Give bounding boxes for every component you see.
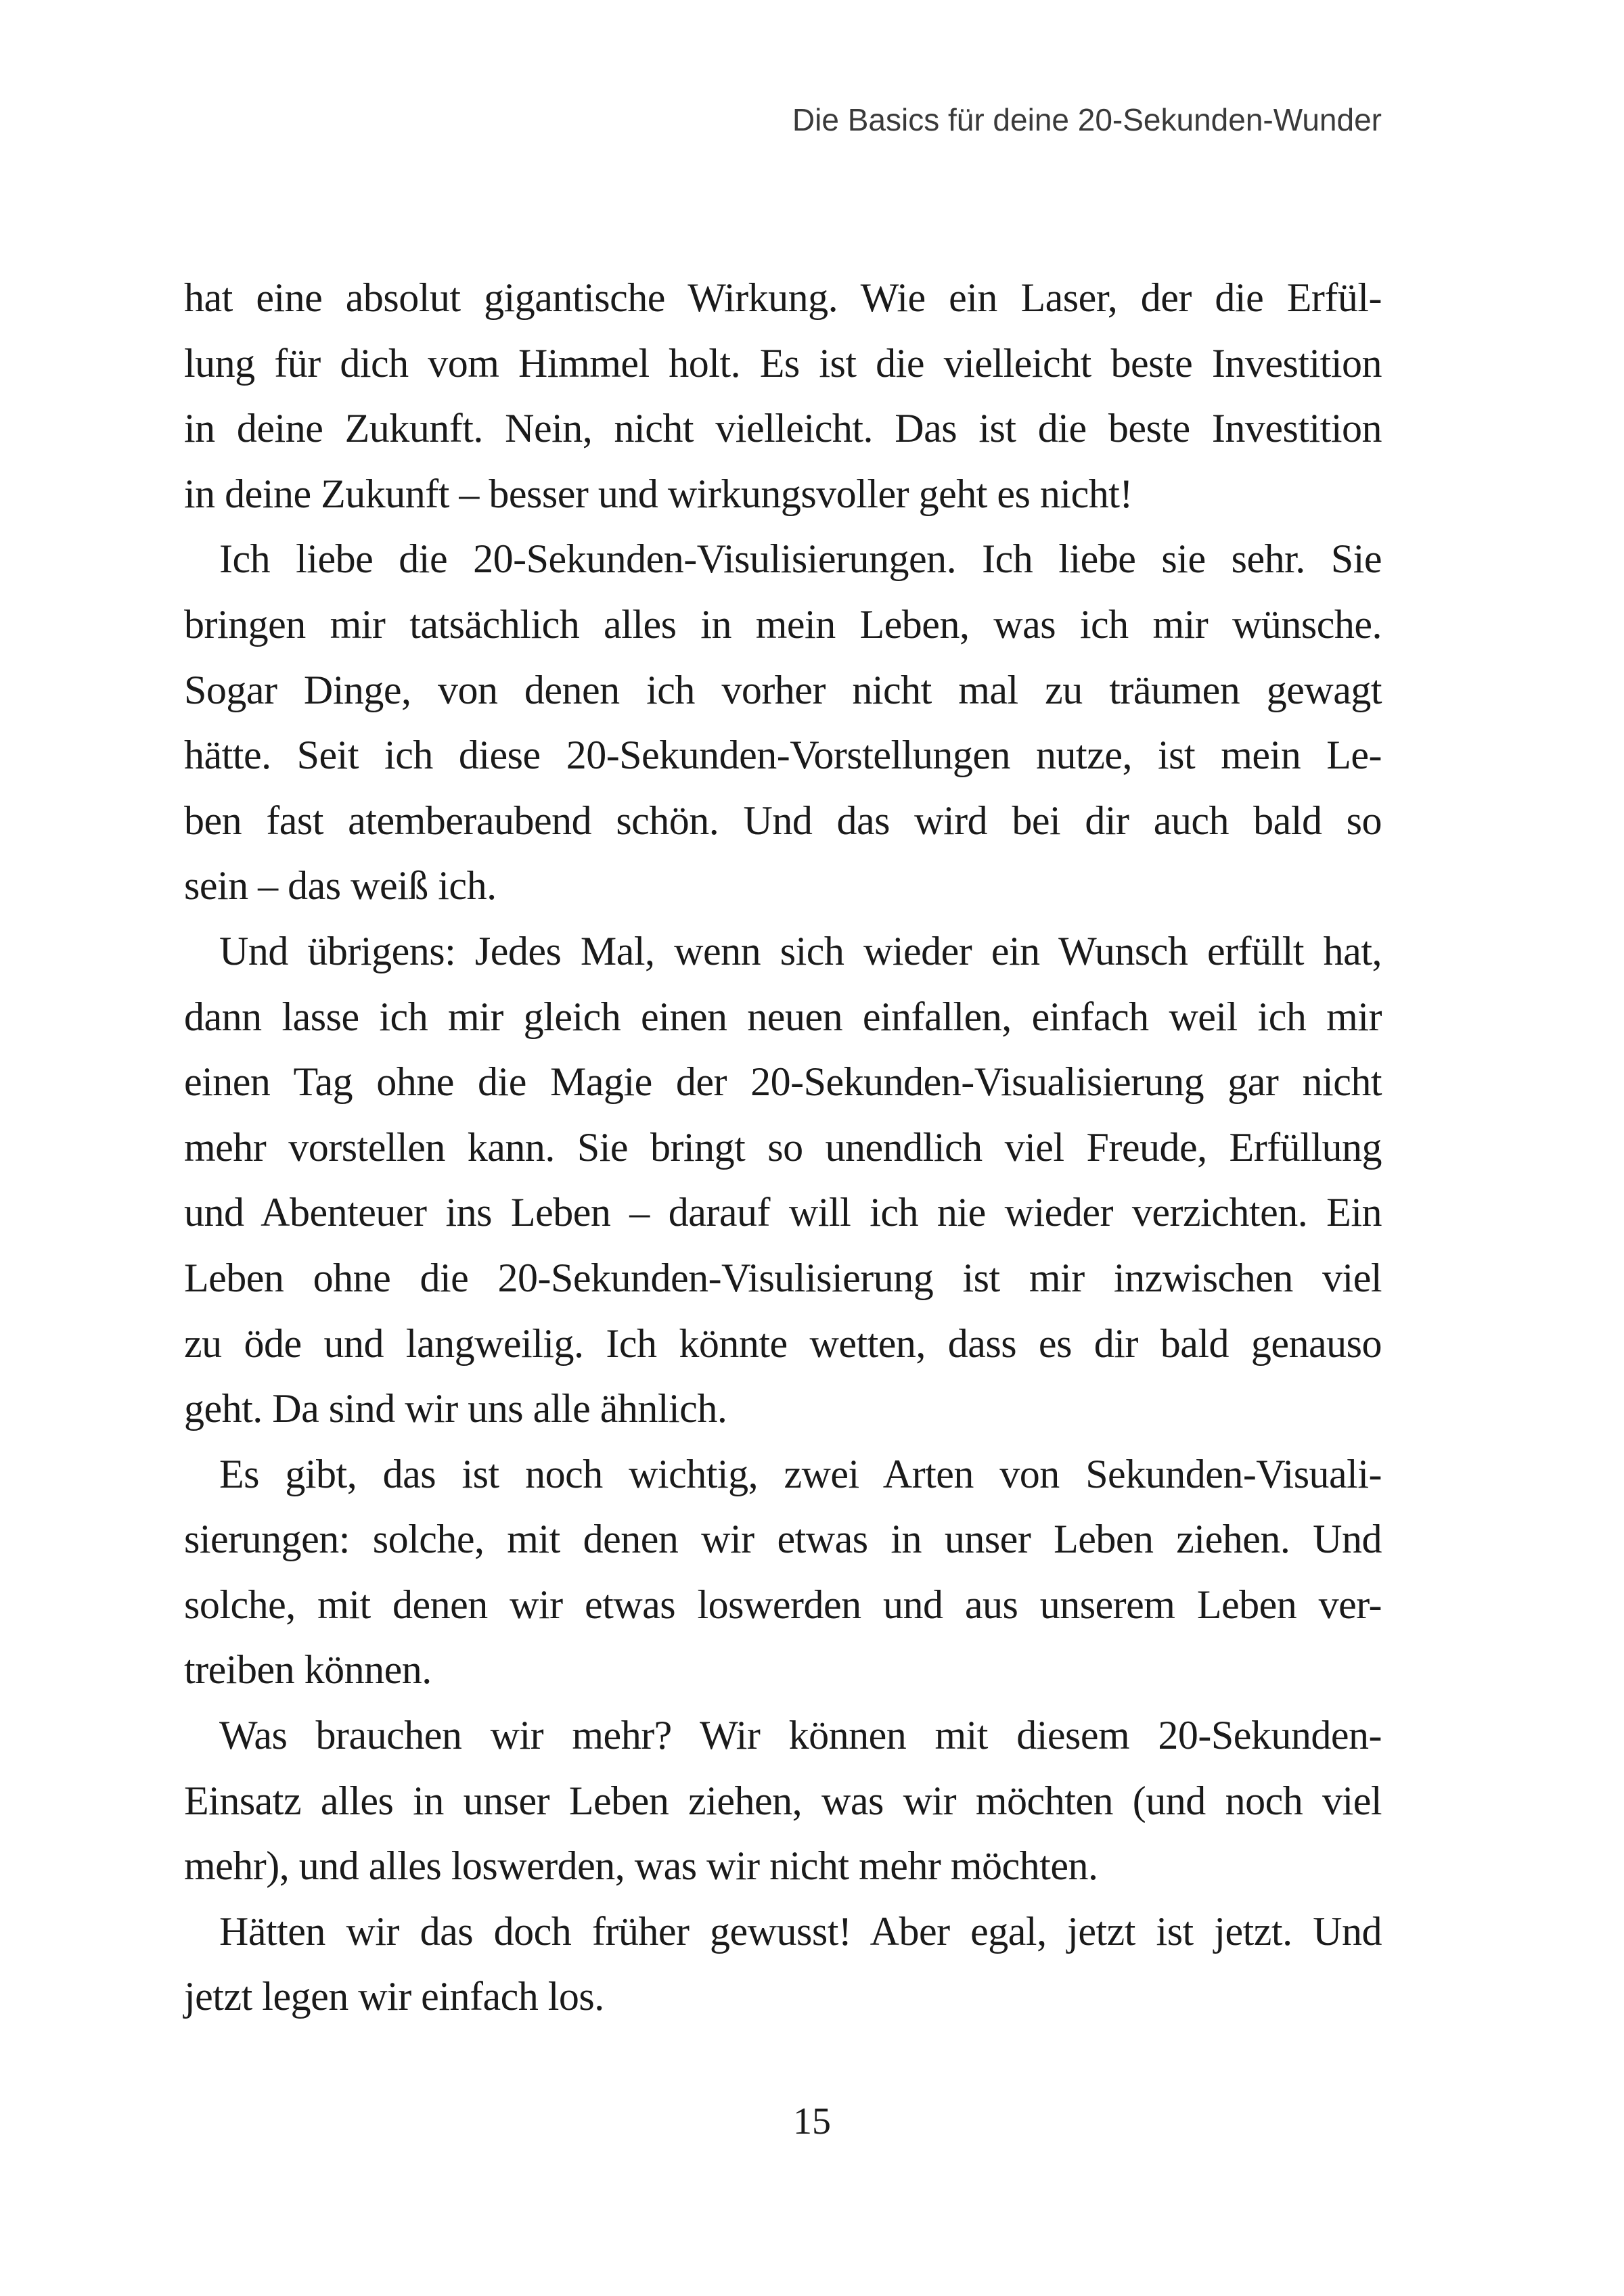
- text-line: Ich liebe die 20-Sekunden-Visulisierungen. Ich liebe sie sehr. Sie: [219, 536, 1382, 582]
- text-line: ben fast atemberaubend schön. Und das wird bei dir auch bald so: [184, 798, 1382, 843]
- paragraph: [184, 265, 1382, 526]
- text-line: Einsatz alles in unser Leben ziehen, was wir möchten (und noch viel: [184, 1778, 1382, 1823]
- text-line: solche, mit denen wir etwas loswerden und aus unserem Leben ver-: [184, 1582, 1382, 1627]
- text-line: Und übrigens: Jedes Mal, wenn sich wieder ein Wunsch erfüllt hat,: [219, 928, 1382, 973]
- text-line: hätte. Seit ich diese 20-Sekunden-Vorstellungen nutze, ist mein Le-: [184, 733, 1382, 778]
- text-line: treiben können.: [184, 1647, 432, 1693]
- text-line: bringen mir tatsächlich alles in mein Leben, was ich mir wünsche.: [184, 601, 1382, 647]
- paragraph: [184, 919, 1382, 1442]
- running-header: Die Basics für deine 20-Sekunden-Wunder: [792, 102, 1382, 137]
- text-line: sierungen: solche, mit denen wir etwas in unser Leben ziehen. Und: [184, 1517, 1382, 1562]
- text-line: einen Tag ohne die Magie der 20-Sekunden-Visualisierung gar nicht: [184, 1059, 1382, 1105]
- text-line: hat eine absolut gigantische Wirkung. Wie ein Laser, der die Erfül-: [184, 275, 1382, 320]
- text-line: zu öde und langweilig. Ich könnte wetten, dass es dir bald genauso: [184, 1321, 1382, 1366]
- text-line: in deine Zukunft. Nein, nicht vielleicht. Das ist die beste Investition: [184, 406, 1382, 451]
- paragraph: [184, 1442, 1382, 1703]
- page-number: 15: [793, 2100, 831, 2142]
- text-line: in deine Zukunft – besser und wirkungsvoller geht es nicht!: [184, 471, 1133, 516]
- body-text: [184, 265, 1382, 2029]
- paragraph: [184, 526, 1382, 919]
- text-line: Leben ohne die 20-Sekunden-Visulisierung ist mir inzwischen viel: [184, 1255, 1382, 1300]
- paragraph: [184, 1899, 1382, 2029]
- text-line: dann lasse ich mir gleich einen neuen einfallen, einfach weil ich mir: [184, 994, 1382, 1039]
- text-line: Es gibt, das ist noch wichtig, zwei Arten von Sekunden-Visuali-: [219, 1451, 1382, 1496]
- text-line: jetzt legen wir einfach los.: [184, 1974, 604, 2019]
- paragraph: [184, 1703, 1382, 1899]
- text-line: lung für dich vom Himmel holt. Es ist die vielleicht beste Investition: [184, 340, 1382, 386]
- text-line: Was brauchen wir mehr? Wir können mit diesem 20-Sekunden-: [219, 1713, 1382, 1758]
- text-line: mehr vorstellen kann. Sie bringt so unendlich viel Freude, Erfüllung: [184, 1124, 1382, 1170]
- text-line: Sogar Dinge, von denen ich vorher nicht mal zu träumen gewagt: [184, 667, 1382, 712]
- text-line: geht. Da sind wir uns alle ähnlich.: [184, 1386, 727, 1431]
- text-line: und Abenteuer ins Leben – darauf will ich nie wieder verzichten. Ein: [184, 1190, 1382, 1235]
- text-line: mehr), und alles loswerden, was wir nicht mehr möchten.: [184, 1843, 1098, 1889]
- text-line: Hätten wir das doch früher gewusst! Aber egal, jetzt ist jetzt. Und: [219, 1908, 1382, 1954]
- text-line: sein – das weiß ich.: [184, 863, 497, 909]
